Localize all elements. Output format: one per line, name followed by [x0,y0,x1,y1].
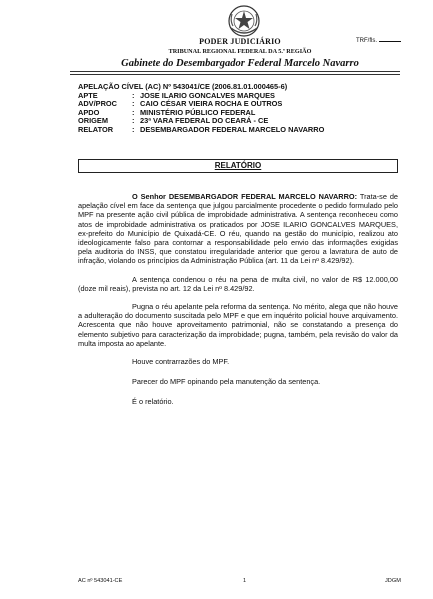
footer-case-ref: AC nº 543041-CE [78,578,123,584]
trf-fls-label: TRF/fls. [356,38,377,44]
cabinet-name: Gabinete do Desembargador Federal Marcelo Navarro [121,58,359,69]
coat-of-arms-icon [227,4,261,38]
footer-initials: JDGM [385,578,401,584]
case-info-row: RELATOR : DESEMBARGADOR FEDERAL MARCELO NAVARRO [78,124,325,134]
header-divider-bottom [70,74,400,75]
paragraph: É o relatório. [132,397,174,407]
trf-fls-field [356,38,401,44]
case-info-row: APTE : JOSE ILARIO GONCALVES MARQUES [78,90,275,100]
case-info-row: APDO : MINISTÉRIO PÚBLICO FEDERAL [78,107,256,117]
section-title: RELATÓRIO [214,161,262,170]
case-info-row: ORIGEM : 23ª VARA FEDERAL DO CEARÁ - CE [78,116,269,126]
case-number: APELAÇÃO CÍVEL (AC) Nº 543041/CE (2006.81.01.000465-6) [78,82,288,91]
paragraph: Houve contrarrazões do MPF. [132,357,230,367]
paragraph: A sentença condenou o réu na pena de multa civil, no valor de R$ 12.000,00 (doze mil reais), prevista no art. 12 da Lei nº 8.429/92. [78,274,398,293]
footer-page-number: 1 [243,578,247,584]
section-title-box [78,159,398,173]
tribunal-name: TRIBUNAL REGIONAL FEDERAL DA 5.ª REGIÃO [168,48,312,55]
court-name: PODER JUDICIÁRIO [199,37,281,46]
case-info-row: ADV/PROC : CAIO CÉSAR VIEIRA ROCHA E OUTROS [78,99,283,109]
case-info [78,83,324,135]
paragraph: Parecer do MPF opinando pela manutenção da sentença. [132,377,321,387]
rapporteur-lead: O Senhor DESEMBARGADOR FEDERAL MARCELO NAVARRO: [132,192,358,201]
paragraph: Pugna o réu apelante pela reforma da sentença. No mérito, alega que não houve a adulteração do documento suscitada pelo MPF e que em inquérito policial houve arquivamento. Acrescenta que não houve aproveitamento patrimonial, não se constatando a presença do elemento subjetivo para caracterização da improbidade; pugna, também, pela revisão do valor da multa imposta ao apelante. [78,302,398,348]
header-divider-top [70,71,400,72]
paragraph: O Senhor DESEMBARGADOR FEDERAL MARCELO NAVARRO: Trata-se de apelação cível em face da sentença que julgou parcialmente procedente o pedido formulado pelo MPF na presente ação civil pública de improbidade administrativa. A sentença reconheceu como atos de improbidade administrativa os praticados por JOSE ILARIO GONCALVES MARQUES, ex-prefeito do Município de Quixadá-CE. O réu, quando na gestão do município, realizou ato ideologicamente falso para contornar a responsabilidade pelo envio das informações exigidas pela auditoria do INSS, que constatou irregularidade anterior que gerou a lavratura de auto de infração, violando os princípios da Administração Pública (art. 11 da Lei nº 8.429/92). [78,192,399,266]
report-body [78,192,398,418]
